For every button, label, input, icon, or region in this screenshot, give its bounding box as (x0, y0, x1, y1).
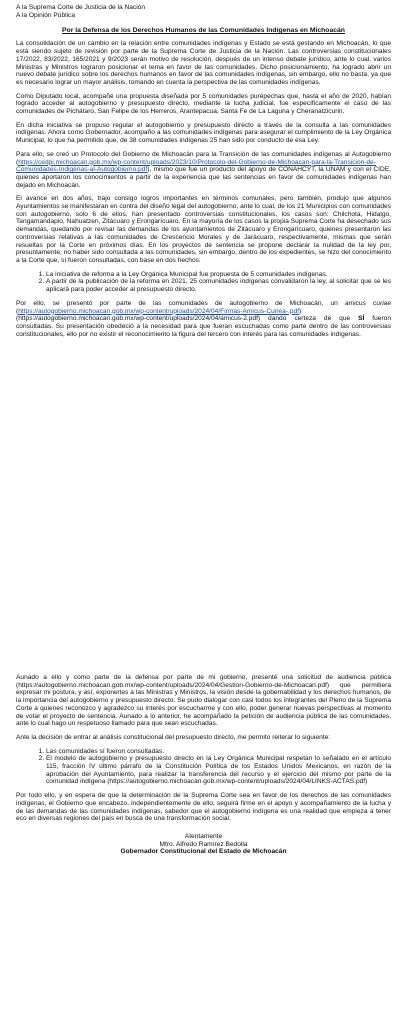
paragraph-4-text-b: ), mismo que fue un producto del apoyo de CONAHCYT, la UNAM y con el CIDE, quienes aportaron los conocimientos a partir de la experiencia que las sentencias en favor de comunidades indígenas han dejado en Michoacán. (16, 166, 391, 189)
page-gap (0, 614, 403, 670)
signer-position: Gobernador Constitucional del Estado de Michoacán (120, 848, 287, 856)
list-item: 2. A partir de la publicación de la reforma en 2021, 25 comunidades indígenas convalidaron la ley, al solicitar que se les aplicará para poder acceder al presupuesto directo. (46, 278, 391, 293)
paragraph-9: Por todo ello, y en espera de que la determinación de la Suprema Corte sea en favor de los derechos de las comunidades indígenas, el Gobierno que encabezo, independientemente de ello, seguirá firme en el apoyo y acompañamiento de la lucha y de las demandas de las comunidades indígenas, sabedor que el autogobierno indígena es una realidad que empieza a tener eco en diversas regiones del país en busca de una transformación social. (16, 792, 391, 823)
paragraph-6 (16, 300, 391, 339)
closing-text: Atentamente (184, 832, 223, 840)
addressee-block (16, 4, 391, 19)
addressee-line-2: A la Opinión Pública (16, 11, 76, 19)
letter-page-2 (0, 670, 403, 1024)
list-item: 1. La iniciativa de reforma a la Ley Orgánica Municipal fue propuesta de 5 comunidades indígenas. (46, 271, 391, 279)
addressee-line-1: A la Suprema Corte de Justicia de la Nación (16, 4, 146, 11)
paragraph-6-text-c: ) (https://autogobierno.michoacan.gob.mx/wp-content/uploads/2024/04/amicus-2.pdf) dando certeza de que (16, 307, 359, 323)
amicus-curiae-text: amicus curiae (344, 299, 391, 307)
paragraph-3: En dicha iniciativa se propuso regular el autogobierno y presupuesto directo a través de la consulta a las comunidades indígenas. Ahora como Gobernador, acompaño a las comunidades indígenas para asegurar el cumplimiento de la Ley Orgánica Municipal, lo que ha permitido que, de 38 comunidades indígenas 25 han sido por conducto de esa Ley. (16, 121, 391, 145)
reiteration-list (16, 748, 391, 787)
paragraph-1: La consolidación de un cambio en la relación entre comunidades indígenas y Estado se está gestando en Michoacán, lo que está siendo sujeto de revisión por parte de la Suprema Corte de Justicia de la Nación. Las controversias constitucionales 17/2022, 83/2022, 165/2021 y 9/2023 serán motivo de resolución, después de un intenso debate jurídico, ante lo cual, varios Ministras y Ministros lograron posicionar el tema en favor de las comunidades. Dicho posicionamiento, ha logrado abrir un nuevo debate jurídico sobre los derechos humanos en favor de las comunidades indígenas, sin embargo, ello no basta, ya que es necesario lograr un mayor análisis, tomando en cuenta la perspectiva de las comunidades indígenas. (16, 40, 391, 86)
list-item: 1. Las comunidades sí fueron consultadas. (46, 748, 391, 756)
paragraph-6-text-a: Por ello, se presentó por parte de las comunidades de autogobierno de Michoacán, un (16, 299, 345, 307)
paragraph-2: Como Diputado local, acompañé una propuesta diseñada por 5 comunidades purépechas que, hasta el año de 2020, habían logrado acceder al autogobierno y presupuesto directo, mediante la lucha judicial, fue específicamente el caso de las comunidades de Pichátaro, San Felipe de los Herreros, Arantepacua, Santa Fe de La Laguna y Cheranatzicurin. (16, 92, 391, 116)
hechos-list (16, 271, 391, 294)
si-emphasis: SÍ (358, 315, 365, 323)
protocolo-link[interactable]: https://cedpi.michoacan.gob.mx/wp-content/uploads/2023/10/Protocolo-del-Gobierno-de-Michoacan-para-la-Transicion-de-Comunidades-Indigenas-al-Autogobierno.pdf (16, 158, 377, 174)
paragraph-4 (16, 151, 391, 190)
signer-name: Mtro. Alfredo Ramírez Bedolla (159, 840, 248, 848)
paragraph-5: El avance en dos años, trajo consigo logros importantes en términos comunales, pero también, produjo que algunos Ayuntamientos se manifestaran en contra del diseño legal del autogobierno, ante lo cual, de los 21 Municipios con comunidades con autogobierno, solo 6 de ellos, han presentado controversias constitucionales, los casos son: Chilchota, Hidalgo, Tangamandapio, Nahuatzen, Zitácuaro y Erongarícuaro. En la mayoría de los casos la propia Suprema Corte ha desechado sus demandas, quedando por revisar las demandas de los ayuntamientos de Zitácuaro y Erongarícuaro, quienes presentaron las controversias relativas a las comunidades de Crescencio Morales y de Jarácuaro, respectivamente, mismas que serán resueltas por la Corte en próximos días. En los proyectos de sentencia se propone declarar la nulidad de la ley por, presuntamente, no haber sido consultada a las comunidades, sin embargo, dentro de los expedientes, se hizo del conocimiento a la Corte que, sí fueron consultadas, con base en dos hechos: (16, 195, 391, 264)
paragraph-6-text-b: ( (16, 307, 19, 315)
signature-block (16, 833, 391, 856)
paragraph-6-text-d: fueron consultadas. Su presentación obedeció a la necesidad para que fueran escuchadas como parte dentro de las controversias constitucionales, ello por no existir el reconocimiento la figura del tercero con interés para las comunidades indígenas. (16, 315, 391, 338)
paragraph-4-text-a: Para ello, se creó un Protocolo del Gobierno de Michoacán para la Transición de las comunidades indígenas al Autogobierno ( (16, 150, 391, 166)
list-item: 2. El modelo de autogobierno y presupuesto directo en la Ley Orgánica Municipal respetan lo señalado en el artículo 115, fracción IV último párrafo de la Constitución Política de los Estados Unidos Mexicanos, en razón de la aprobación del Ayuntamiento, para realizar la transferencia del recurso y el ejercicio del mismo por parte de la comunidad indígena (https://autogobierno.michoacan.gob.mx/wp-content/uploads/2024/04/LINKS-ACTAS.pdf) (46, 755, 391, 786)
firmas-amicus-link[interactable]: https://autogobierno.michoacan.gob.mx/wp-content/uploads/2024/04/Firmas-Amicus-Curiea-.pdf (18, 307, 299, 315)
paragraph-8: Ante la decisión de entrar al análisis constitucional del presupuesto directo, me permito reiterar lo siguiente: (16, 733, 331, 741)
letter-title: Por la Defensa de los Derechos Humanos de las Comunidades Indígenas en Michoacán (62, 27, 345, 35)
paragraph-7: Aunado a ello y como parte de la defensa por parte de mi gobierno, presenté una solicitud de audiencia pública (https://autogobierno.michoacan.gob.mx/wp-content/uploads/2024/04/Gestion-Gobierno-de-Michoacan.pdf) que permitiera expresar mi postura, y así, exponerles a las Ministras y Ministros, la visión desde la gobernabilidad y los derechos humanos, de la importancia del autogobierno y presupuesto directo. Se pudo dialogar con casi todos los integrantes del Pleno de la Suprema Corte a quienes reconozco y agradezco su interés por escucharme y con ello, poder generar nuevas perspectivas al momento de votar el proyecto de sentencia. Aunado a lo anterior, he acompañado la petición de audiencia pública de las comunidades, ante lo cual hago un respetuoso llamado para que sean escuchadas. (16, 674, 391, 728)
